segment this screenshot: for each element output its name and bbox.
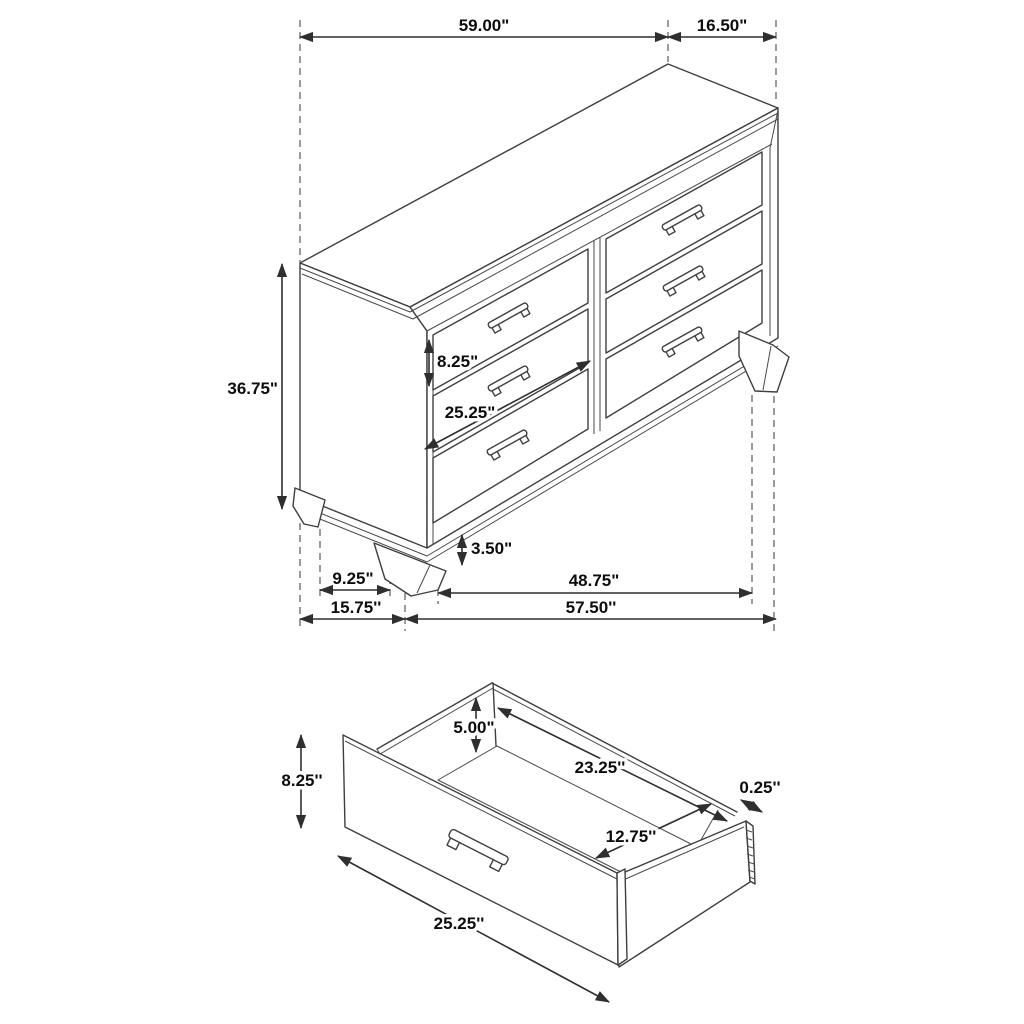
dim-label-inner-depth: 5.00" (453, 718, 495, 737)
dim-label-drawer-front-height: 8.25" (437, 352, 479, 371)
dim-label-overall-height: 36.75" (227, 379, 278, 398)
dim-label-drawer-front-width: 25.25" (444, 403, 496, 422)
dim-label-base-front-span: 48.75" (568, 571, 620, 590)
dim-label-base-width: 57.50'' (565, 598, 617, 617)
dim-overall-height (227, 264, 282, 509)
dim-base-width (405, 598, 776, 619)
dim-top-depth (668, 16, 776, 37)
dim-base-side-span (300, 598, 405, 619)
dim-foot-height (462, 535, 512, 565)
dim-label-top-width: 59.00" (458, 16, 510, 35)
dim-label-front-height: 8.25'' (281, 771, 323, 790)
dim-label-foot-offset: 9.25" (332, 569, 374, 588)
dim-label-front-width: 25.25'' (433, 914, 485, 933)
drawer-front-edge (617, 869, 627, 965)
dim-base-front-span (438, 571, 752, 593)
dim-label-base-side-span: 15.75'' (330, 598, 382, 617)
dim-front-height (281, 735, 322, 828)
dim-inner-depth (453, 698, 494, 752)
dim-label-panel-thickness: 0.25'' (739, 778, 781, 797)
dim-label-inner-width: 12.75'' (605, 827, 657, 846)
dim-top-width (300, 16, 668, 37)
dresser-figure (227, 16, 789, 631)
drawer-figure (281, 683, 780, 1002)
dim-label-foot-height: 3.50" (471, 539, 513, 558)
drawer-box (343, 683, 755, 967)
dim-panel-thickness (739, 778, 780, 812)
dim-label-inner-length: 23.25'' (574, 758, 626, 777)
dim-label-top-depth: 16.50" (696, 16, 748, 35)
dim-foot-offset (320, 569, 390, 590)
